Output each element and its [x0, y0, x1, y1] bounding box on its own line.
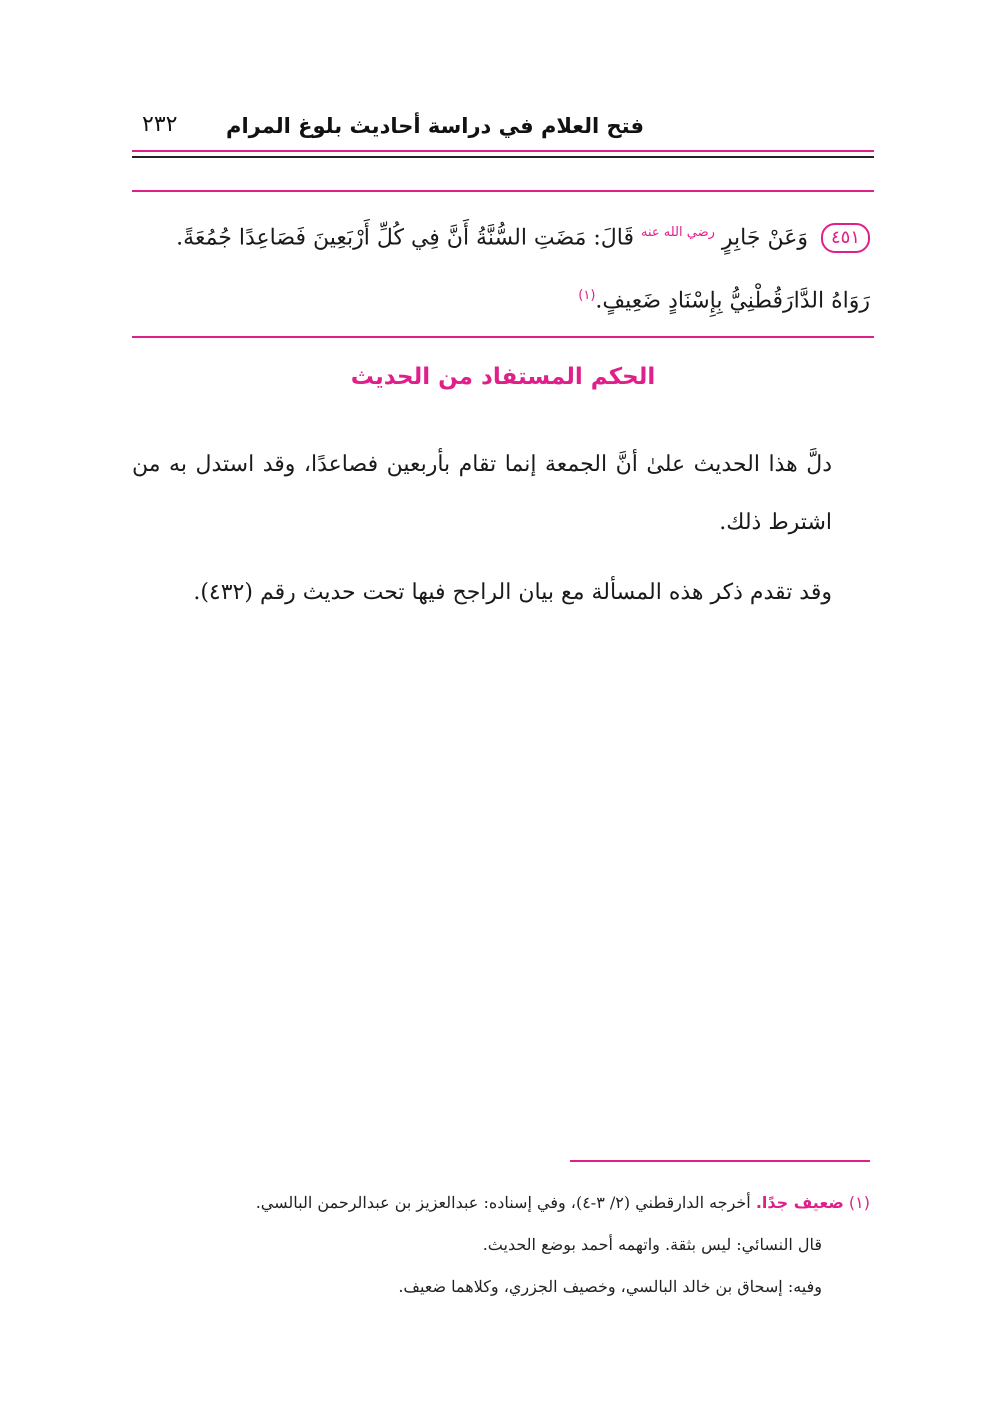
footnote-line3: وفيه: إسحاق بن خالد البالسي، وخصيف الجزري، وكلاهما ضعيف.	[398, 1277, 822, 1296]
footnote-grade: ضعيف جدًا.	[755, 1193, 844, 1212]
footnote-reference[interactable]: (١)	[578, 288, 596, 304]
section-heading: الحكم المستفاد من الحديث	[350, 364, 656, 390]
header-rule-pink	[132, 150, 874, 152]
hadith-box-bottom-rule	[132, 336, 874, 338]
honorific-text: رضي الله عنه	[641, 225, 715, 240]
page-header	[132, 108, 874, 152]
hadith-number-badge: ٤٥١	[821, 223, 870, 253]
body-text	[132, 436, 832, 634]
footnote-1	[132, 1182, 870, 1224]
footnotes	[132, 1182, 870, 1308]
hadith-line2: رَوَاهُ الدَّارَقُطْنِيُّ بِإِسْنَادٍ ضَعِيفٍ.	[595, 288, 870, 314]
header-rule-dark	[132, 156, 874, 158]
page-number: ٢٣٢	[142, 112, 178, 137]
footnote-line2: قال النسائي: ليس بثقة. واتهمه أحمد بوضع الحديث.	[482, 1235, 822, 1254]
footnote-separator	[570, 1160, 870, 1162]
hadith-text	[138, 204, 870, 331]
hadith-box	[132, 190, 874, 338]
footnote-number: (١)	[848, 1193, 870, 1212]
book-title: فتح العلام في دراسة أحاديث بلوغ المرام	[226, 114, 644, 138]
body-paragraph-2: وقد تقدم ذكر هذه المسألة مع بيان الراجح فيها تحت حديث رقم (٤٣٢).	[193, 580, 832, 605]
footnote-line1: أخرجه الدارقطني (٢/ ٣-٤)، وفي إسناده: عبدالعزيز بن عبدالرحمن البالسي.	[255, 1193, 751, 1212]
hadith-line1-before: وَعَنْ جَابِرٍ	[721, 225, 808, 251]
hadith-line1-after: قَالَ: مَضَتِ السُّنَّةُ أَنَّ فِي كُلِّ أَرْبَعِينَ فَصَاعِدًا جُمُعَةً.	[176, 225, 634, 251]
hadith-box-top-rule	[132, 190, 874, 192]
body-paragraph-1: دلَّ هذا الحديث علىٰ أنَّ الجمعة إنما تقام بأربعين فصاعدًا، وقد استدل به من اشترط ذلك.	[132, 452, 832, 535]
